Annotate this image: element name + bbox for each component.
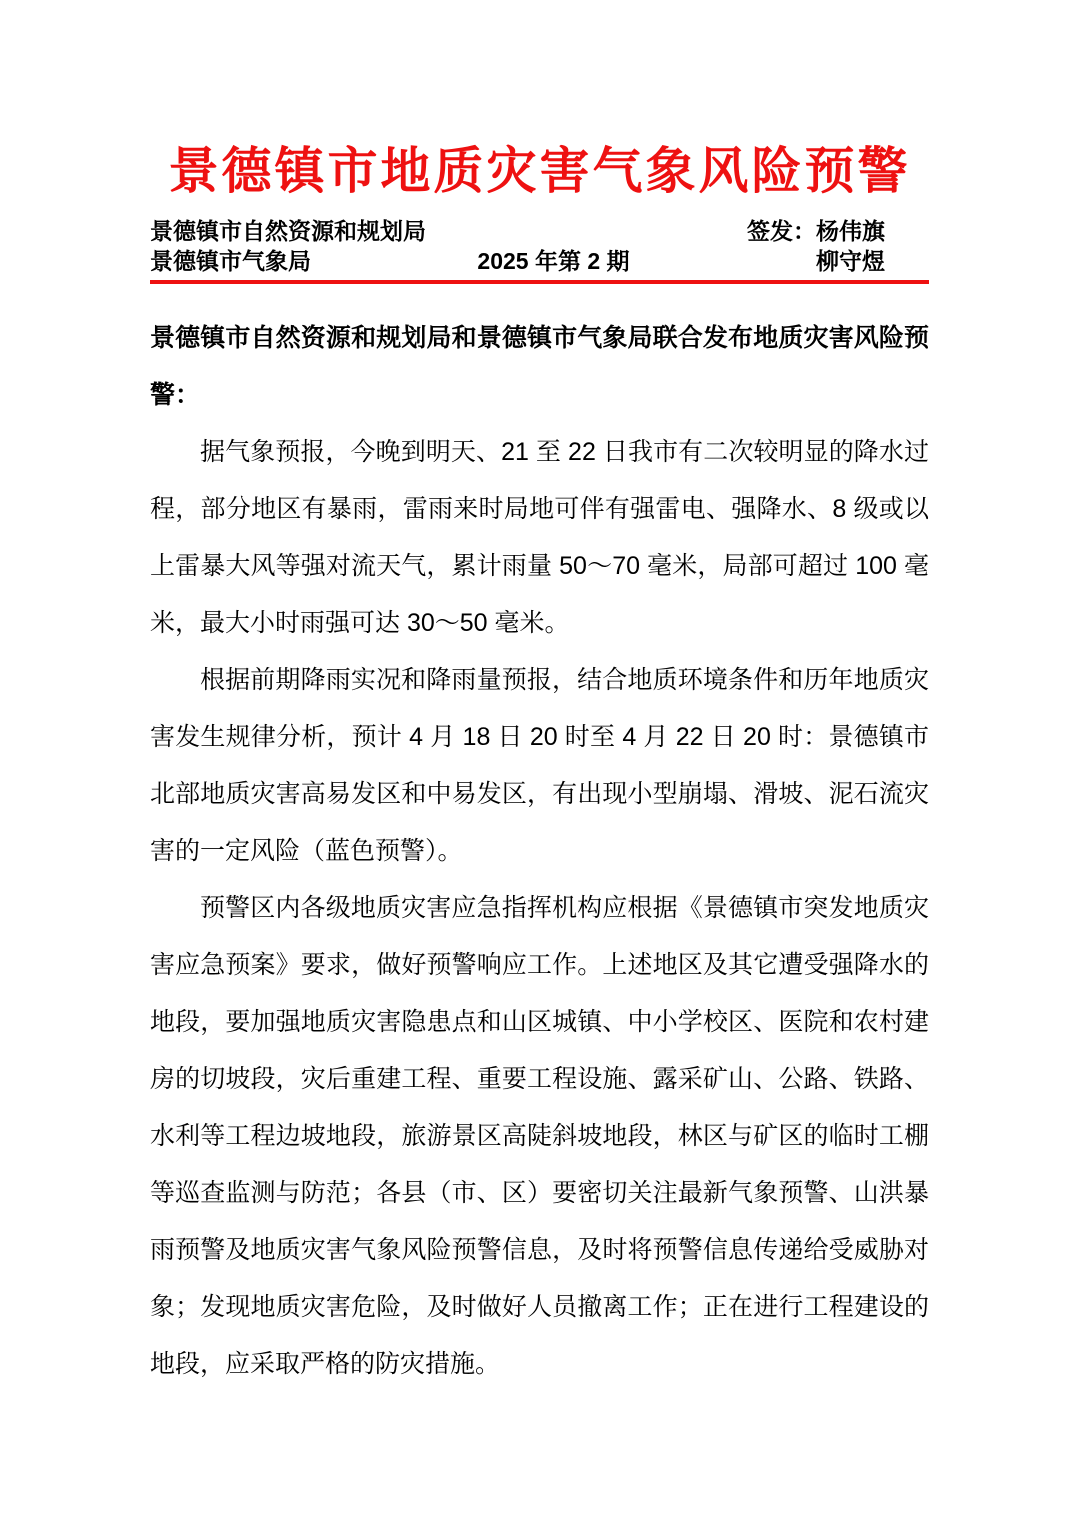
sign-line: 签发：杨伟旗 bbox=[747, 217, 885, 244]
signer-2: 柳守煜 bbox=[816, 247, 885, 274]
red-divider bbox=[150, 280, 929, 284]
body-paragraph-response-requirements: 预警区内各级地质灾害应急指挥机构应根据《景德镇市突发地质灾害应急预案》要求，做好预警响应工作。上述地区及其它遭受强降水的地段，要加强地质灾害隐患点和山区城镇、中小学校区、医院和农村建房的切坡段，灾后重建工程、重要工程设施、露采矿山、公路、铁路、水利等工程边坡地段，旅游景区高陡斜坡地段，林区与矿区的临时工棚等巡查监测与防范；各县（市、区）要密切关注最新气象预警、山洪暴雨预警及地质灾害气象风险预警信息，及时将预警信息传递给受威胁对象；发现地质灾害危险，及时做好人员撤离工作；正在进行工程建设的地段，应采取严格的防灾措施。 bbox=[150, 893, 929, 1378]
body-paragraph-risk-analysis: 根据前期降雨实况和降雨量预报，结合地质环境条件和历年地质灾害发生规律分析，预计 4 月 18 日 20 时至 4 月 22 日 20 时：景德镇市北部地质灾害高易发区和中易发区，有出现小型崩塌、滑坡、泥石流灾害的一定风险（蓝色预警）。 bbox=[150, 665, 929, 865]
lead-paragraph: 景德镇市自然资源和规划局和景德镇市气象局联合发布地质灾害风险预警： bbox=[150, 323, 929, 409]
document-title: 景德镇市地质灾害气象风险预警 bbox=[168, 141, 911, 200]
masthead bbox=[150, 216, 929, 276]
masthead-spacer bbox=[477, 216, 629, 246]
issuer-org-1: 景德镇市自然资源和规划局 bbox=[150, 217, 426, 244]
issue-number: 2025 年第 2 期 bbox=[477, 247, 630, 274]
document-body bbox=[150, 310, 929, 1393]
issuer-org-2: 景德镇市气象局 bbox=[150, 247, 311, 274]
body-paragraph-forecast: 据气象预报，今晚到明天、21 至 22 日我市有二次较明显的降水过程，部分地区有暴雨，雷雨来时局地可伴有强雷电、强降水、8 级或以上雷暴大风等强对流天气，累计雨量 50～70 毫米，局部可超过 100 毫米，最大小时雨强可达 30～50 毫米。 bbox=[150, 437, 929, 637]
